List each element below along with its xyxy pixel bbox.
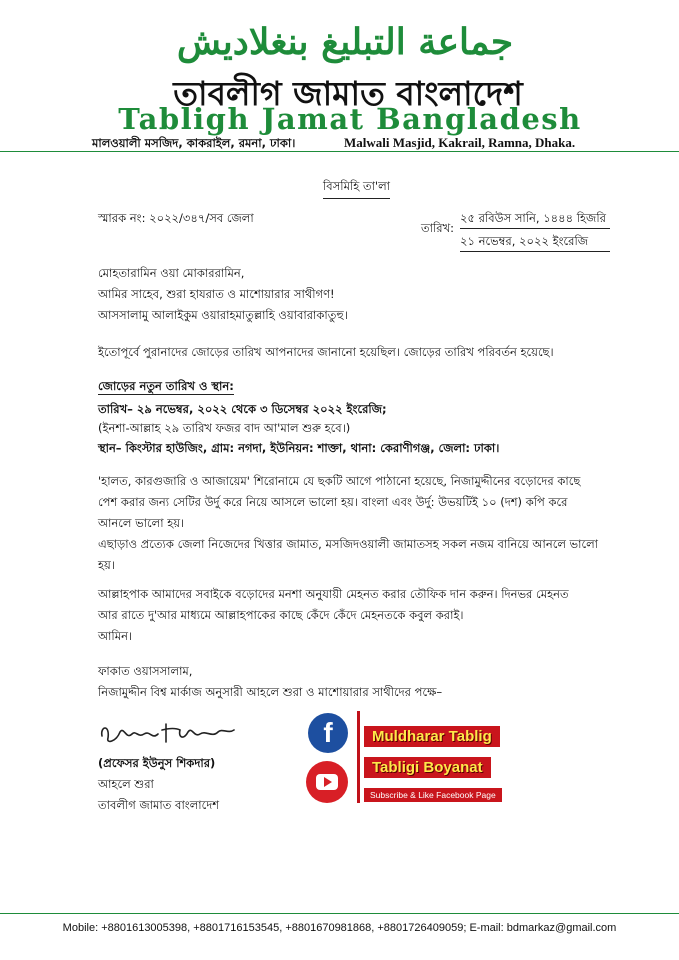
intro-paragraph: ইতোপূর্বে পুরানাদের জোড়ের তারিখ আপনাদের জানানো হয়েছিল। জোড়ের তারিখ পরিবর্তন হয়েছে।	[98, 345, 554, 359]
footer-contacts: Mobile: +8801613005398, +8801716153545, +8801670981868, +8801726409059; E-mail: bdmarkaz@gmail.com	[62, 922, 617, 934]
org-title-bengali: তাবলীগ জামাত বাংলাদেশ	[173, 74, 523, 113]
promo-channel-name: Tabligi Boyanat	[364, 757, 491, 778]
inshallah-note: (ইনশা-আল্লাহ ২৯ তারিখ ফজর বাদ আ'মাল শুরু হবে।)	[98, 421, 351, 435]
paragraph-line: এছাড়াও প্রত্যেক জেলা নিজেদের খিত্তার জামাত, মসজিদওয়ালী জামাতসহ সকল নজম বানিয়ে আনলে ভালো	[98, 537, 598, 551]
date-block	[460, 210, 610, 256]
salutation	[98, 263, 658, 326]
closing-line: ফাকাত ওয়াসসালাম,	[98, 664, 193, 678]
paragraph-line: আমিন।	[98, 629, 133, 643]
salutation-line: আসসালামু আলাইকুম ওয়ারাহমাতুল্লাহি ওয়াবারাকাতুহু।	[98, 308, 348, 322]
address-bengali: মালওয়ালী মসজিদ, কাকরাইল, রমনা, ঢাকা।	[92, 136, 296, 150]
paragraph-line: পেশ করার জন্য সেটির উর্দু করে নিয়ে আসলে ভালো হয়। বাংলা এবং উর্দু: উভয়টিই ১০ (দশ) কপি করে	[98, 495, 568, 509]
handwritten-signature	[96, 716, 246, 750]
promo-subscribe-text: Subscribe & Like Facebook Page	[364, 788, 502, 802]
paragraph-line: আল্লাহপাক আমাদের সবাইকে বড়োদের মনশা অনুযায়ী মেহনত করার তৌফিক দান করুন। দিনভর মেহনত	[98, 587, 569, 601]
signer-name: (প্রফেসর ইউনুস শিকদার)	[98, 756, 216, 770]
date-label: তারিখ:	[421, 221, 455, 235]
facebook-icon: f	[308, 713, 348, 753]
signer-role: আহলে শুরা	[98, 777, 154, 791]
promo-divider	[357, 711, 360, 803]
salutation-line: আমির সাহেব, শুরা হাযরাত ও মাশোয়ারার সাথীগণ!	[98, 287, 335, 301]
paragraph-line: আর রাতে দু'আর মাধ্যমে আল্লাহপাকের কাছে কেঁদে কেঁদে মেহনতকে কবুল করাই।	[98, 608, 464, 622]
date-gregorian: ২১ নভেম্বর, ২০২২ ইংরেজি	[460, 233, 610, 252]
promo-page-name: Muldharar Tablig	[364, 726, 500, 747]
footer-divider	[0, 913, 679, 914]
youtube-icon	[306, 761, 348, 803]
closing-on-behalf: নিজামুদ্দীন বিশ্ব মার্কাজ অনুসারী আহলে শুরা ও মাশোয়ারার সাথীদের পক্ষে–	[98, 685, 443, 699]
memo-number: স্মারক নং: ২০২২/৩৪৭/সব জেলা	[98, 211, 254, 225]
paragraph-line: হয়।	[98, 558, 115, 572]
date-hijri: ২৫ রবিউস সানি, ১৪৪৪ হিজরি	[460, 210, 610, 229]
signer-organization: তাবলীগ জামাত বাংলাদেশ	[98, 798, 220, 812]
new-date-line: তারিখ– ২৯ নভেম্বর, ২০২২ থেকে ৩ ডিসেম্বর ২০২২ ইংরেজি;	[98, 402, 387, 416]
section-heading: জোড়ের নতুন তারিখ ও স্থান:	[98, 379, 234, 393]
bismillah-heading: বিসমিহি তা'লা	[323, 178, 390, 199]
paragraph-line: 'হালত, কারগুজারি ও আজায়েম' শিরোনামে যে ছকটি আগে পাঠানো হয়েছে, নিজামুদ্দীনের বড়োদের কাছে	[98, 474, 581, 488]
instructions-paragraph	[98, 471, 658, 576]
org-title-english: Tabligh Jamat Bangladesh	[118, 102, 582, 136]
dua-paragraph	[98, 584, 658, 647]
address-english: Malwali Masjid, Kakrail, Ramna, Dhaka.	[344, 135, 576, 150]
venue-line: স্থান– কিংস্টার হাউজিং, গ্রাম: নগদা, ইউনিয়ন: শাক্তা, থানা: কেরাণীগঞ্জ, জেলা: ঢাকা।	[98, 441, 500, 455]
salutation-line: মোহতারামিন ওয়া মোকাররামিন,	[98, 266, 245, 280]
header-divider	[0, 151, 679, 152]
paragraph-line: আনলে ভালো হয়।	[98, 516, 185, 530]
arabic-calligraphy-logo: جماعة التبليغ بنغلاديش	[176, 21, 514, 63]
